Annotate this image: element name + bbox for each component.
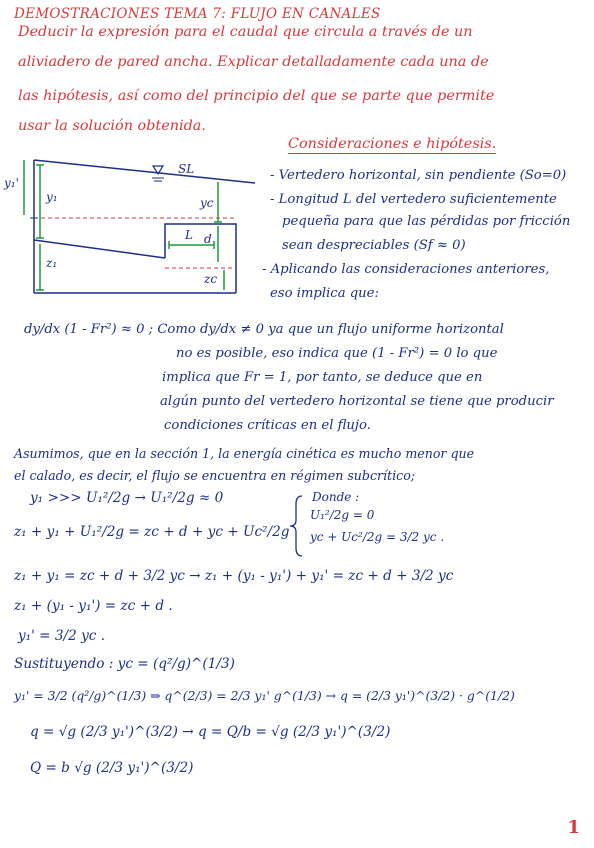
hypothesis-line-2: - Longitud L del vertedero suficientemente [270, 192, 557, 207]
prompt-line-1: Deducir la expresión para el caudal que circula a través de un [18, 24, 473, 40]
derivation-line-3: implica que Fr = 1, por tanto, se deduce que en [162, 370, 483, 385]
equation-5: y₁' = 3/2 yc . [18, 628, 106, 644]
page-number: 1 [567, 817, 580, 838]
hypothesis-line-4: sean despreciables (Sf ≈ 0) [282, 238, 466, 253]
equation-1: y₁ >>> U₁²/2g → U₁²/2g ≈ 0 [30, 490, 224, 506]
equation-7: y₁' = 3/2 (q²/g)^(1/3) ⇒ q^(2/3) = 2/3 y₁' g^(1/3) → q = (2/3 y₁')^(3/2) · g^(1/2) [14, 688, 515, 703]
label-y1-prime: y₁' [4, 176, 19, 190]
derivation-line-4: algún punto del vertedero horizontal se tiene que producir [160, 394, 554, 409]
page-title: DEMOSTRACIONES TEMA 7: FLUJO EN CANALES [14, 6, 381, 22]
equation-6: Sustituyendo : yc = (q²/g)^(1/3) [14, 656, 235, 672]
hypothesis-line-1: - Vertedero horizontal, sin pendiente (So=0) [270, 168, 567, 183]
label-z1: z₁ [46, 256, 58, 270]
assume-line-2: el calado, es decir, el flujo se encuentra en régimen subcrítico; [14, 468, 416, 483]
label-d: d [204, 232, 212, 246]
equation-2: z₁ + y₁ + U₁²/2g = zc + d + yc + Uc²/2g [14, 524, 290, 540]
donde-line-1: U₁²/2g = 0 [310, 508, 375, 522]
equation-8: q = √g (2/3 y₁')^(3/2) → q = Q/b = √g (2/3 y₁')^(3/2) [30, 724, 391, 740]
prompt-line-4: usar la solución obtenida. [18, 118, 206, 134]
label-L: L [185, 228, 193, 242]
equation-9: Q = b √g (2/3 y₁')^(3/2) [30, 760, 194, 776]
equation-3: z₁ + y₁ = zc + d + 3/2 yc → z₁ + (y₁ - y₁') + y₁' = zc + d + 3/2 yc [14, 568, 454, 584]
prompt-line-2: aliviadero de pared ancha. Explicar detalladamente cada una de [18, 54, 489, 70]
hypothesis-line-6: eso implica que: [270, 286, 379, 301]
derivation-line-2: no es posible, eso indica que (1 - Fr²) = 0 lo que [176, 346, 498, 361]
derivation-line-1: dy/dx (1 - Fr²) ≈ 0 ; Como dy/dx ≠ 0 ya que un flujo uniforme horizontal [24, 322, 504, 337]
label-zc: zc [204, 272, 218, 286]
label-sl: SL [178, 162, 195, 176]
derivation-line-5: condiciones críticas en el flujo. [164, 418, 371, 433]
label-yc: yc [200, 196, 214, 210]
label-y1: y₁ [46, 190, 58, 204]
hypothesis-line-5: - Aplicando las consideraciones anteriores, [262, 262, 550, 277]
donde-line-2: yc + Uc²/2g = 3/2 yc . [310, 530, 445, 544]
hypotheses-heading: Consideraciones e hipótesis. [288, 136, 497, 152]
donde-label: Donde : [312, 490, 360, 504]
equation-4: z₁ + (y₁ - y₁') = zc + d . [14, 598, 173, 614]
hypothesis-line-3: pequeña para que las pérdidas por fricción [282, 214, 571, 229]
prompt-line-3: las hipótesis, así como del principio del que se parte que permite [18, 88, 495, 104]
assume-line-1: Asumimos, que en la sección 1, la energía cinética es mucho menor que [14, 446, 475, 461]
